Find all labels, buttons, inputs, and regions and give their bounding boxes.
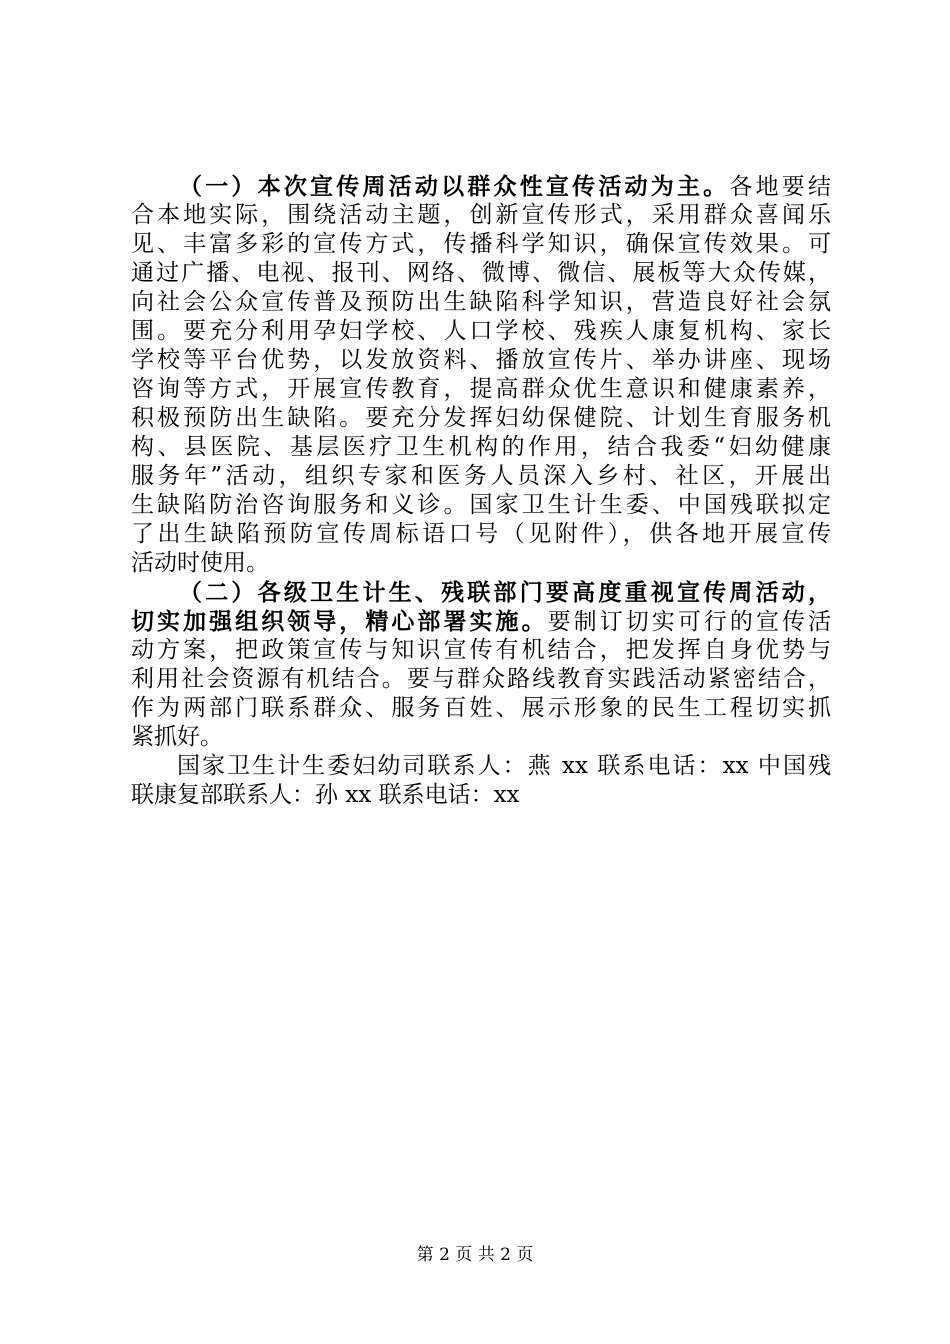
paragraph2-line: 动方案，把政策宣传与知识宣传有机结合，把发挥自身优势与	[131, 637, 831, 663]
document-body	[131, 172, 831, 810]
paragraph2-bold-line-2: 切实加强组织领导，精心部署实施。	[131, 608, 548, 635]
paragraph2-line: 紧抓好。	[131, 724, 223, 750]
paragraph2-line: 利用社会资源有机结合。要与群众路线教育实践活动紧密结合，	[131, 666, 831, 692]
paragraph1-line: 合本地实际，围绕活动主题，创新宣传形式，采用群众喜闻乐	[131, 202, 831, 228]
paragraph1-line: 了出生缺陷预防宣传周标语口号（见附件），供各地开展宣传	[131, 521, 831, 547]
paragraph1-line: 通过广播、电视、报刊、网络、微博、微信、展板等大众传媒，	[131, 260, 831, 286]
paragraph2-line: 作为两部门联系群众、服务百姓、展示形象的民生工程切实抓	[131, 695, 831, 721]
paragraph1-line: 围。要充分利用孕妇学校、人口学校、残疾人康复机构、家长	[131, 318, 831, 344]
paragraph2-line2-rest: 要制订切实可行的宣传活	[547, 609, 832, 635]
paragraph1-line: 咨询等方式，开展宣传教育，提高群众优生意识和健康素养，	[131, 376, 831, 402]
contact-line-2: 联康复部联系人：孙 xx 联系电话：xx	[131, 782, 520, 808]
paragraph1-line: 活动时使用。	[131, 550, 269, 576]
paragraph1-line: 见、丰富多彩的宣传方式，传播科学知识，确保宣传效果。可	[131, 231, 831, 257]
paragraph1-line: 积极预防出生缺陷。要充分发挥妇幼保健院、计划生育服务机	[131, 405, 831, 431]
paragraph1-line: 服务年”活动，组织专家和医务人员深入乡村、社区，开展出	[131, 463, 831, 489]
paragraph1-bold-lead: （一）本次宣传周活动以群众性宣传活动为主。	[179, 173, 730, 200]
contact-line-1: 国家卫生计生委妇幼司联系人：燕 xx 联系电话：xx 中国残	[177, 753, 831, 779]
paragraph2-line-2	[131, 607, 831, 636]
paragraph1-line: 学校等平台优势，以发放资料、播放宣传片、举办讲座、现场	[131, 347, 831, 373]
paragraph1-line-1	[131, 172, 831, 201]
paragraph1-line: 生缺陷防治咨询服务和义诊。国家卫生计生委、中国残联拟定	[131, 492, 831, 518]
paragraph1-line: 向社会公众宣传普及预防出生缺陷科学知识，营造良好社会氛	[131, 289, 831, 315]
page-number-footer: 第 2 页 共 2 页	[416, 1245, 534, 1265]
paragraph1-line: 构、县医院、基层医疗卫生机构的作用，结合我委“妇幼健康	[131, 434, 831, 460]
paragraph1-line1-rest: 各地要结	[729, 174, 832, 200]
paragraph2-bold-line-1: （二）各级卫生计生、残联部门要高度重视宣传周活动，	[179, 579, 831, 606]
